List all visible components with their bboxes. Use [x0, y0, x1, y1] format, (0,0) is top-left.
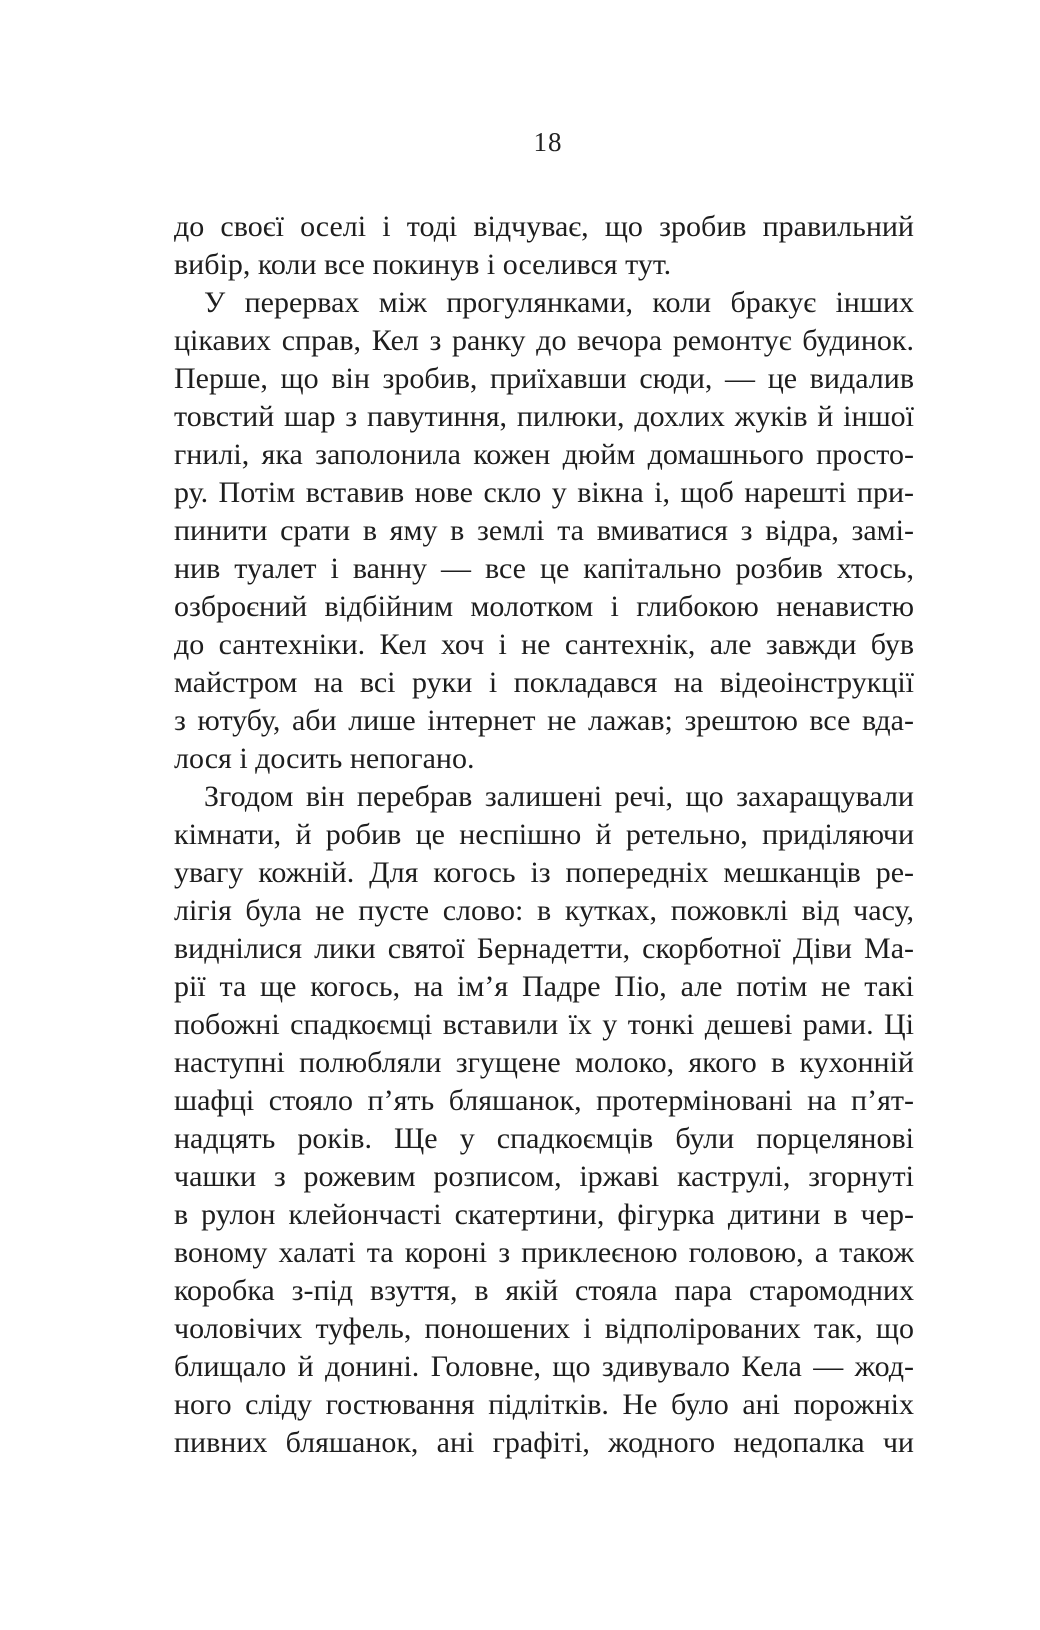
text-line: побожні спадкоємці вставили їх у тонкі дешеві рами. Ці [174, 1008, 914, 1041]
text-line: лігія була не пусте слово: в кутках, пожовклі від часу, [174, 894, 914, 927]
text-line: озброєний відбійним молотком і глибокою ненавистю [174, 590, 914, 623]
text-line: надцять років. Ще у спадкоємців були порцелянові [174, 1122, 914, 1155]
paragraph [174, 778, 914, 1462]
text-line: гнилі, яка заполонила кожен дюйм домашнього просто- [174, 438, 914, 471]
paragraph [174, 208, 914, 284]
text-line: в рулон клейончасті скатертини, фігурка дитини в чер- [174, 1198, 914, 1231]
text-line: чоловічих туфель, поношених і відполірованих так, що [174, 1312, 914, 1345]
text-line: шафці стояло п’ять бляшанок, протерміновані на п’ят- [174, 1084, 914, 1117]
text-line: вибір, коли все покинув і оселився тут. [174, 248, 672, 281]
text-line: ного сліду гостювання підлітків. Не було ані порожніх [174, 1388, 914, 1421]
text-line: Згодом він перебрав залишені речі, що захаращували [204, 780, 914, 813]
text-line: цікавих справ, Кел з ранку до вечора ремонтує будинок. [174, 324, 914, 357]
text-line: нив туалет і ванну — все це капітально розбив хтось, [174, 552, 914, 585]
text-line: пивних бляшанок, ані графіті, жодного недопалка чи [174, 1426, 914, 1459]
text-line: коробка з-під взуття, в якій стояла пара старомодних [174, 1274, 914, 1307]
text-line: У перервах між прогулянками, коли бракує інших [204, 286, 914, 319]
text-line: до своєї оселі і тоді відчуває, що зробив правильний [174, 210, 914, 243]
text-line: чашки з рожевим розписом, іржаві каструлі, згорнуті [174, 1160, 914, 1193]
text-line: наступні полюбляли згущене молоко, якого в кухонній [174, 1046, 914, 1079]
text-line: з ютубу, аби лише інтернет не лажав; зрештою все вда- [174, 704, 914, 737]
text-line: ру. Потім вставив нове скло у вікна і, щоб нарешті при- [174, 476, 914, 509]
text-line: виднілися лики святої Бернадетти, скорботної Діви Ма- [174, 932, 914, 965]
text-line: Перше, що він зробив, приїхавши сюди, — це видалив [174, 362, 914, 395]
text-line: лося і досить непогано. [174, 742, 475, 775]
text-line: кімнати, й робив це неспішно й ретельно, приділяючи [174, 818, 914, 851]
text-line: товстий шар з павутиння, пилюки, дохлих жуків й іншої [174, 400, 914, 433]
text-line: майстром на всі руки і покладався на відеоінструкції [174, 666, 914, 699]
text-block [174, 208, 914, 1462]
text-line: воному халаті та короні з приклеєною головою, а також [174, 1236, 914, 1269]
text-line: пинити срати в яму в землі та вмиватися з відра, замі- [174, 514, 914, 547]
text-line: увагу кожній. Для когось із попередніх мешканців ре- [174, 856, 914, 889]
text-line: блищало й донині. Головне, що здивувало Кела — жод- [174, 1350, 914, 1383]
text-line: до сантехніки. Кел хоч і не сантехнік, але завжди був [174, 628, 914, 661]
paragraph [174, 284, 914, 778]
page-number: 18 [533, 127, 563, 157]
text-line: рії та ще когось, на ім’я Падре Піо, але потім не такі [174, 970, 914, 1003]
